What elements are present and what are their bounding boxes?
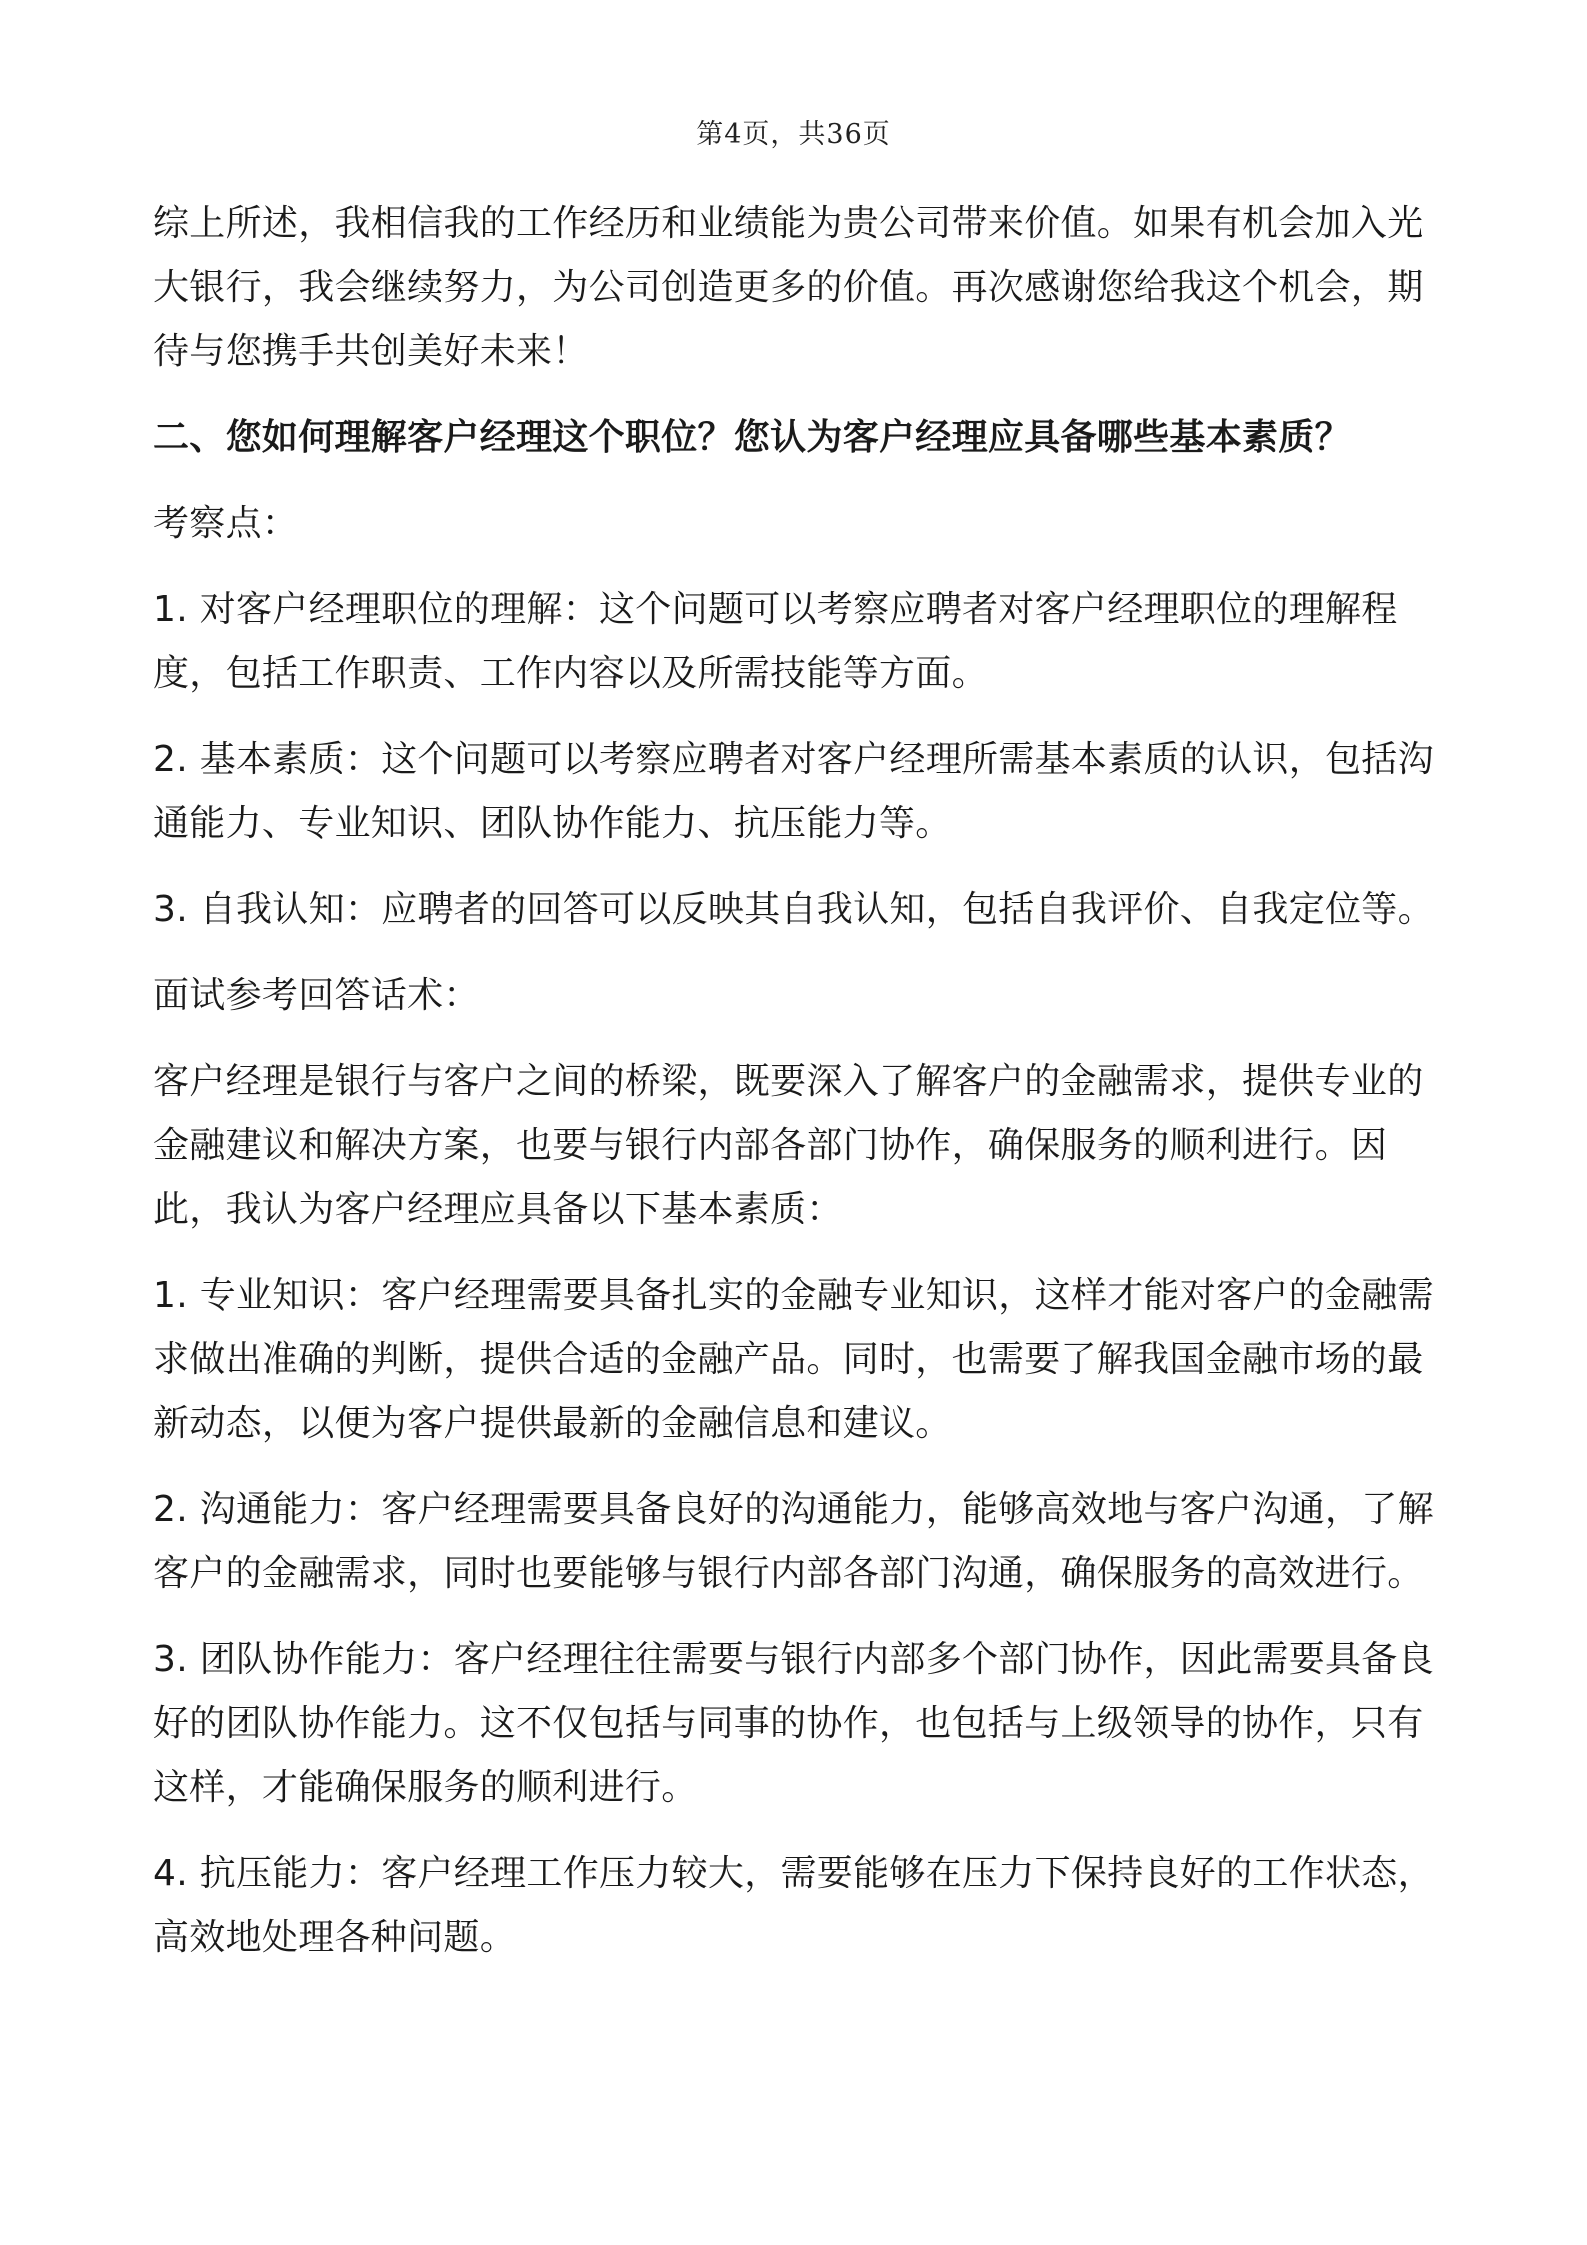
section-heading: 二、您如何理解客户经理这个职位？您认为客户经理应具备哪些基本素质？ [153,417,1351,458]
assessment-point-item: 3. 自我认知：应聘者的回答可以反映其自我认知，包括自我评价、自我定位等。 [153,889,1434,930]
quality-item: 1. 专业知识：客户经理需要具备扎实的金融专业知识，这样才能对客户的金融需求做出准确的判断，提供合适的金融产品。同时，也需要了解我国金融市场的最新动态，以便为客户提供最新的金融信息和建议。 [153,1275,1434,1444]
assessment-point-item: 2. 基本素质：这个问题可以考察应聘者对客户经理所需基本素质的认识，包括沟通能力、专业知识、团队协作能力、抗压能力等。 [153,739,1434,844]
reference-answer-label: 面试参考回答话术： [153,975,480,1016]
quality-item: 2. 沟通能力：客户经理需要具备良好的沟通能力，能够高效地与客户沟通，了解客户的金融需求，同时也要能够与银行内部各部门沟通，确保服务的高效进行。 [153,1489,1434,1594]
assessment-point-item: 1. 对客户经理职位的理解：这个问题可以考察应聘者对客户经理职位的理解程度，包括工作职责、工作内容以及所需技能等方面。 [153,589,1398,694]
assessment-points-label: 考察点： [153,503,299,544]
document-body [153,192,1443,1992]
answer-intro-paragraph: 客户经理是银行与客户之间的桥梁，既要深入了解客户的金融需求，提供专业的金融建议和解决方案，也要与银行内部各部门协作，确保服务的顺利进行。因此，我认为客户经理应具备以下基本素质： [153,1061,1424,1230]
quality-item: 3. 团队协作能力：客户经理往往需要与银行内部多个部门协作，因此需要具备良好的团队协作能力。这不仅包括与同事的协作，也包括与上级领导的协作，只有这样，才能确保服务的顺利进行。 [153,1639,1434,1808]
quality-item: 4. 抗压能力：客户经理工作压力较大，需要能够在压力下保持良好的工作状态，高效地处理各种问题。 [153,1853,1434,1958]
page-number-header: 第4页，共36页 [696,119,891,150]
conclusion-paragraph: 综上所述，我相信我的工作经历和业绩能为贵公司带来价值。如果有机会加入光大银行，我会继续努力，为公司创造更多的价值。再次感谢您给我这个机会，期待与您携手共创美好未来！ [153,203,1424,372]
